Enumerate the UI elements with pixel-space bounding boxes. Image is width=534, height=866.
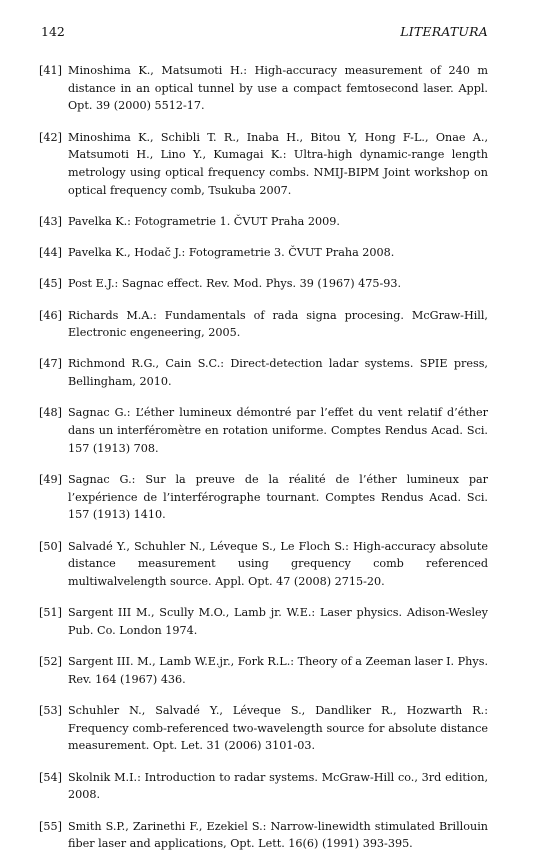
reference-54	[39, 769, 488, 804]
reference-text: Pavelka K.: Fotogrametrie 1. ČVUT Praha 2009.	[68, 214, 340, 228]
page-header	[41, 24, 488, 42]
page-number: 142	[41, 24, 65, 39]
reference-number: [51]	[39, 606, 62, 620]
reference-text: Richmond R.G., Cain S.C.: Direct-detection ladar systems. SPIE press, Bellingham, 2010.	[68, 357, 488, 389]
reference-text: Smith S.P., Zarinethi F., Ezekiel S.: Narrow-linewidth stimulated Brillouin fiber laser and applications, Opt. Lett. 16(6) (1991) 393-395.	[68, 819, 488, 851]
reference-number: [49]	[39, 472, 62, 486]
reference-number: [45]	[39, 277, 62, 291]
reference-number: [41]	[39, 64, 62, 77]
reference-number: [55]	[39, 819, 62, 833]
reference-number: [50]	[39, 539, 62, 553]
reference-52	[39, 653, 488, 688]
reference-text: Schuhler N., Salvadé Y., Léveque S., Dandliker R., Hozwarth R.: Frequency comb-referenced two-wavelength source for absolute distance measurement. Opt. Let. 31 (2006) 3101-03.	[68, 703, 488, 753]
reference-number: [53]	[39, 703, 62, 717]
reference-number: [47]	[39, 357, 62, 371]
reference-50	[39, 538, 488, 591]
reference-46	[39, 307, 488, 342]
reference-text: Sagnac G.: Sur la preuve de la réalité de l’éther lumineux par l’expérience de l’interférographe tournant. Comptes Rendus Acad. Sci. 157 (1913) 1410.	[68, 472, 488, 522]
reference-41	[39, 62, 488, 115]
reference-44	[39, 244, 488, 262]
reference-text: Sargent III M., Scully M.O., Lamb jr. W.E.: Laser physics. Adison-Wesley Pub. Co. London 1974.	[68, 606, 488, 637]
reference-number: [44]	[39, 246, 62, 260]
reference-text: Salvadé Y., Schuhler N., Léveque S., Le Floch S.: High-accuracy absolute distance measurement using grequency comb referenced multiwalvelength source. Appl. Opt. 47 (2008) 2715-20.	[68, 539, 488, 588]
reference-number: [46]	[39, 308, 62, 322]
reference-text: Sargent III. M., Lamb W.E.jr., Fork R.L.: Theory of a Zeeman laser I. Phys. Rev. 164 (1967) 436.	[68, 655, 488, 686]
reference-text: Skolnik M.I.: Introduction to radar systems. McGraw-Hill co., 3rd edition, 2008.	[68, 770, 488, 802]
reference-number: [54]	[39, 770, 62, 784]
reference-number: [43]	[39, 214, 62, 228]
reference-51	[39, 604, 488, 639]
reference-text: Minoshima K., Matsumoti H.: High-accuracy measurement of 240 m distance in an optical tunnel by use a compact femtosecond laser. Appl. Opt. 39 (2000) 5512-17.	[68, 64, 488, 113]
reference-55	[39, 818, 488, 853]
reference-text: Post E.J.: Sagnac effect. Rev. Mod. Phys. 39 (1967) 475-93.	[68, 277, 402, 291]
reference-text: Pavelka K., Hodač J.: Fotogrametrie 3. ČVUT Praha 2008.	[68, 246, 395, 260]
reference-list	[39, 62, 488, 866]
reference-text: Minoshima K., Schibli T. R., Inaba H., Bitou Y, Hong F-L., Onae A., Matsumoti H., Lino Y., Kumagai K.: Ultra-high dynamic-range length metrology using optical frequency combs. NMIJ-BIPM Joint workshop on optical frequency comb, Tsukuba 2007.	[68, 130, 488, 197]
reference-text: Richards M.A.: Fundamentals of rada signa procesing. McGraw-Hill, Electronic engeneering, 2005.	[68, 308, 488, 340]
reference-number: [42]	[39, 130, 62, 144]
reference-number: [48]	[39, 406, 62, 420]
reference-43	[39, 213, 488, 231]
reference-53	[39, 702, 488, 755]
reference-45	[39, 275, 488, 293]
reference-47	[39, 355, 488, 390]
reference-48	[39, 404, 488, 457]
reference-text: Sagnac G.: L’éther lumineux démontré par l’effet du vent relatif d’éther dans un interféromètre en rotation uniforme. Comptes Rendus Acad. Sci. 157 (1913) 708.	[68, 406, 488, 455]
reference-42	[39, 129, 488, 200]
reference-49	[39, 471, 488, 524]
running-title: LITERATURA	[400, 24, 488, 39]
reference-number: [52]	[39, 655, 62, 669]
